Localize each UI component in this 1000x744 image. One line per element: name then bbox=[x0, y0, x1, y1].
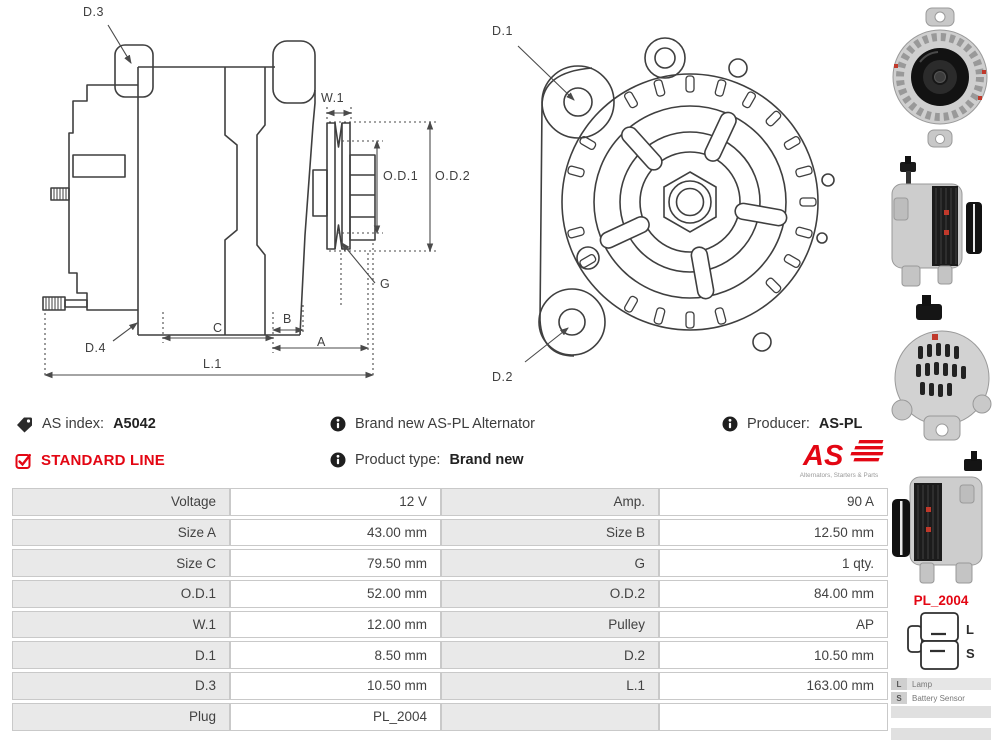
legend-desc: Battery Sensor bbox=[907, 692, 991, 704]
dim-label-b: B bbox=[283, 312, 292, 326]
dim-label-a: A bbox=[317, 335, 326, 349]
plug-pin-l: L bbox=[966, 622, 974, 637]
product-photo-side-left[interactable] bbox=[884, 449, 996, 589]
as-pl-logo bbox=[722, 438, 887, 478]
product-type-value: Brand new bbox=[449, 452, 524, 468]
product-type-label: Product type: bbox=[355, 452, 441, 468]
plug-legend bbox=[891, 678, 991, 740]
dim-label-d1: D.1 bbox=[492, 24, 513, 38]
checkbox-checked-icon bbox=[15, 452, 32, 469]
spec-value: 12.50 mm bbox=[659, 519, 888, 547]
legend-gap bbox=[891, 720, 991, 728]
info-icon bbox=[330, 416, 346, 432]
dim-label-l1: L.1 bbox=[203, 357, 222, 371]
as-pl-logo-image bbox=[787, 435, 887, 481]
dim-label-g: G bbox=[380, 277, 391, 291]
legend-empty-row bbox=[891, 706, 991, 718]
spec-table bbox=[12, 488, 888, 731]
front-view-drawing bbox=[480, 10, 875, 395]
side-view-drawing bbox=[25, 5, 475, 397]
dim-label-od1: O.D.1 bbox=[383, 169, 419, 183]
dim-label-d3: D.3 bbox=[83, 5, 104, 19]
legend-empty-row bbox=[891, 728, 991, 740]
alternator-side2-photo bbox=[886, 449, 994, 589]
side-view-geometry bbox=[25, 5, 475, 397]
spec-label: O.D.1 bbox=[12, 580, 230, 608]
spec-value: PL_2004 bbox=[230, 703, 441, 731]
alternator-front-photo bbox=[886, 4, 994, 154]
spec-label: D.2 bbox=[441, 641, 659, 669]
dim-label-d2: D.2 bbox=[492, 370, 513, 384]
as-index-label: AS index: bbox=[42, 416, 105, 432]
spec-label: Size A bbox=[12, 519, 230, 547]
plug-pin-s: S bbox=[966, 646, 975, 661]
spec-value: 90 A bbox=[659, 488, 888, 516]
spec-value: 52.00 mm bbox=[230, 580, 441, 608]
product-info-section bbox=[15, 406, 887, 478]
spec-label: Pulley bbox=[441, 611, 659, 639]
spec-value: 84.00 mm bbox=[659, 580, 888, 608]
standard-line-text: STANDARD LINE bbox=[41, 451, 165, 469]
plug-connector-drawing bbox=[900, 610, 980, 674]
product-type-field bbox=[330, 442, 722, 478]
producer-value: AS-PL bbox=[818, 416, 863, 432]
spec-value: 10.50 mm bbox=[659, 641, 888, 669]
producer-label: Producer: bbox=[747, 416, 810, 432]
spec-value: 10.50 mm bbox=[230, 672, 441, 700]
as-index-field bbox=[15, 406, 330, 442]
product-photo-front[interactable] bbox=[884, 4, 996, 154]
spec-label: Size B bbox=[441, 519, 659, 547]
brand-new-text: Brand new AS-PL Alternator bbox=[355, 416, 536, 432]
spec-value: 43.00 mm bbox=[230, 519, 441, 547]
legend-row bbox=[891, 678, 991, 690]
plug-diagram bbox=[884, 610, 996, 674]
spec-label: W.1 bbox=[12, 611, 230, 639]
as-index-value: A5042 bbox=[113, 416, 156, 432]
alternator-side-photo bbox=[886, 154, 994, 294]
spec-label: G bbox=[441, 549, 659, 577]
spec-label bbox=[441, 703, 659, 731]
spec-label: Voltage bbox=[12, 488, 230, 516]
spec-label: Size C bbox=[12, 549, 230, 577]
dim-label-d4: D.4 bbox=[85, 341, 106, 355]
product-photo-rear[interactable] bbox=[884, 294, 996, 449]
front-view-geometry bbox=[480, 10, 875, 395]
spec-value: AP bbox=[659, 611, 888, 639]
spec-value: 12.00 mm bbox=[230, 611, 441, 639]
info-icon bbox=[722, 416, 738, 432]
plug-name-label: PL_2004 bbox=[913, 593, 969, 608]
spec-value bbox=[659, 703, 888, 731]
svg-text:AS: AS bbox=[803, 440, 844, 472]
spec-value: 12 V bbox=[230, 488, 441, 516]
spec-label: Plug bbox=[12, 703, 230, 731]
standard-line-field bbox=[15, 442, 330, 478]
spec-label: Amp. bbox=[441, 488, 659, 516]
spec-value: 163.00 mm bbox=[659, 672, 888, 700]
spec-value: 8.50 mm bbox=[230, 641, 441, 669]
product-photo-side-right[interactable] bbox=[884, 154, 996, 294]
dim-label-od2: O.D.2 bbox=[435, 169, 471, 183]
dim-label-w1: W.1 bbox=[321, 91, 345, 105]
product-media-sidebar bbox=[884, 4, 998, 742]
spec-label: D.3 bbox=[12, 672, 230, 700]
alternator-rear-photo bbox=[886, 294, 994, 449]
svg-text:Alternators, Starters & Parts: Alternators, Starters & Parts bbox=[799, 472, 879, 479]
legend-desc: Lamp bbox=[907, 678, 991, 690]
legend-key: S bbox=[891, 692, 907, 704]
info-icon bbox=[330, 452, 346, 468]
tag-icon bbox=[15, 415, 33, 433]
spec-label: L.1 bbox=[441, 672, 659, 700]
dim-label-c: C bbox=[213, 321, 223, 335]
spec-value: 1 qty. bbox=[659, 549, 888, 577]
spec-label: D.1 bbox=[12, 641, 230, 669]
legend-key: L bbox=[891, 678, 907, 690]
legend-row bbox=[891, 692, 991, 704]
spec-value: 79.50 mm bbox=[230, 549, 441, 577]
spec-label: O.D.2 bbox=[441, 580, 659, 608]
brand-new-field bbox=[330, 406, 722, 442]
